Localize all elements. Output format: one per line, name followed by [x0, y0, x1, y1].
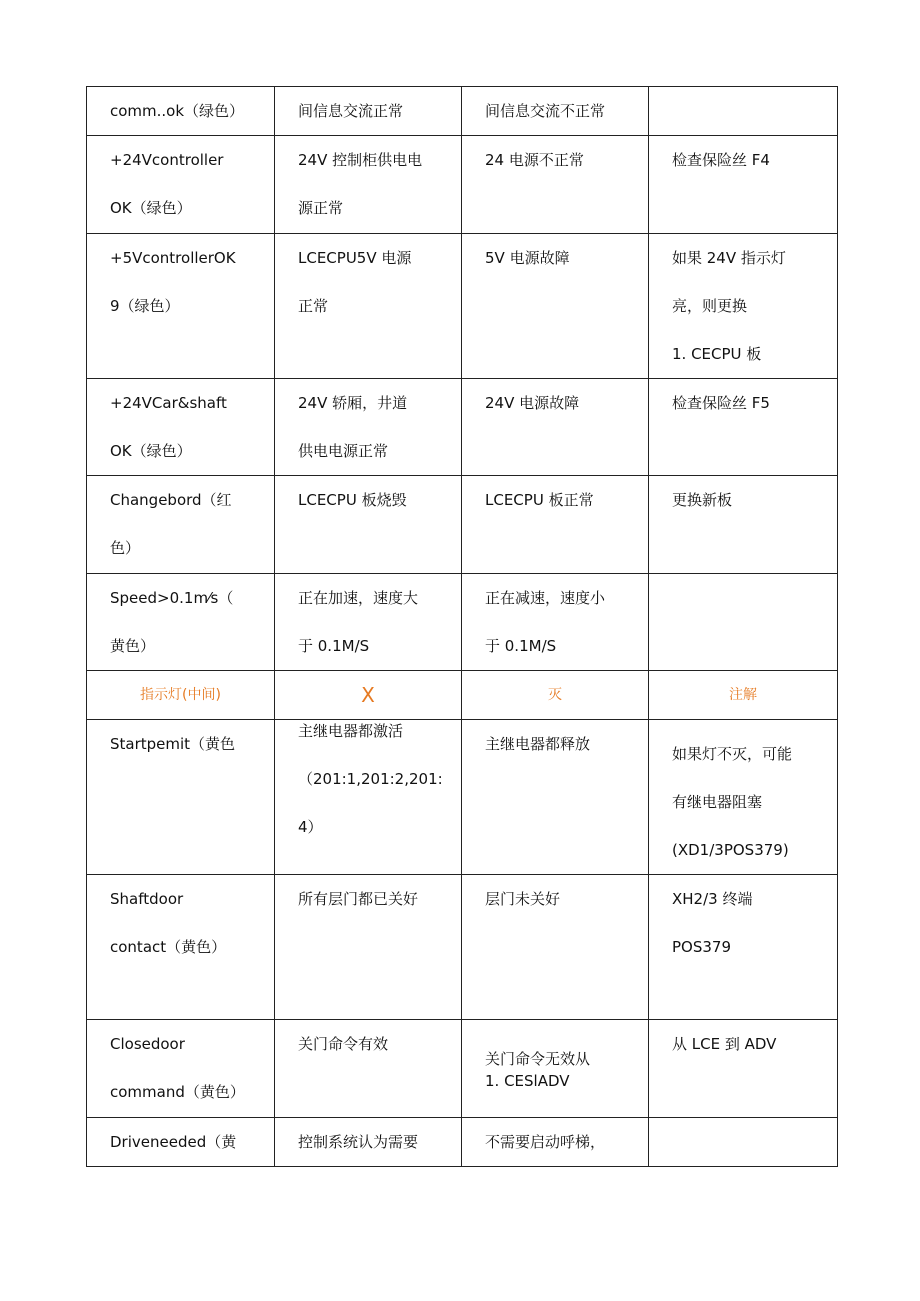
header-indicator: 指示灯(中间)	[87, 671, 275, 720]
note-cell: 从 LCE 到 ADV	[649, 1020, 838, 1118]
note-cell	[649, 1118, 838, 1167]
off-state-cell: LCECPU 板正常	[462, 476, 649, 574]
note-cell: XH2/3 终端 POS379	[649, 875, 838, 1020]
off-state-cell: 5V 电源故障	[462, 234, 649, 379]
off-state-cell: 层门未关好	[462, 875, 649, 1020]
table-row	[87, 720, 838, 875]
off-state-cell: 24 电源不正常	[462, 136, 649, 234]
on-state-cell: 24V 控制柜供电电 源正常	[275, 136, 462, 234]
on-state-cell: 控制系统认为需要	[275, 1118, 462, 1167]
on-state-cell: 正在加速，速度大 于 0.1M/S	[275, 574, 462, 671]
indicator-name-cell: Shaftdoor contact（黄色）	[87, 875, 275, 1020]
indicator-name-cell: +24VCar&shaft OK（绿色）	[87, 379, 275, 476]
table-row	[87, 136, 838, 234]
note-cell: 如果 24V 指示灯 亮，则更换 1. CECPU 板	[649, 234, 838, 379]
table-row	[87, 379, 838, 476]
off-state-cell: 主继电器都释放	[462, 720, 649, 875]
table-row	[87, 87, 838, 136]
note-cell: 如果灯不灭，可能 有继电器阻塞 (XD1/3POS379)	[649, 720, 838, 875]
table-row	[87, 476, 838, 574]
note-cell	[649, 87, 838, 136]
table-row	[87, 875, 838, 1020]
off-state-cell: 关门命令无效从 1. CESlADV	[462, 1020, 649, 1118]
note-cell: 更换新板	[649, 476, 838, 574]
table-row	[87, 234, 838, 379]
indicator-name-cell: +5VcontrollerOK 9（绿色）	[87, 234, 275, 379]
indicator-name-cell: Closedoor command（黄色）	[87, 1020, 275, 1118]
note-cell	[649, 574, 838, 671]
on-state-cell: 所有层门都已关好	[275, 875, 462, 1020]
on-state-cell: 主继电器都激活 （201:1,201:2,201: 4）	[275, 720, 462, 875]
note-cell: 检查保险丝 F4	[649, 136, 838, 234]
off-state-cell: 24V 电源故障	[462, 379, 649, 476]
header-note: 注解	[649, 671, 838, 720]
indicator-name-cell: Changebord（红 色）	[87, 476, 275, 574]
on-state-cell: 24V 轿厢，井道 供电电源正常	[275, 379, 462, 476]
indicator-table	[86, 86, 838, 1167]
off-state-cell: 间信息交流不正常	[462, 87, 649, 136]
note-cell: 检查保险丝 F5	[649, 379, 838, 476]
table-section-header	[87, 671, 838, 720]
table-row	[87, 1118, 838, 1167]
table-row	[87, 1020, 838, 1118]
indicator-name-cell: Startpemit（黄色	[87, 720, 275, 875]
header-off-state: 灭	[462, 671, 649, 720]
table-row	[87, 574, 838, 671]
header-on-state: X	[275, 671, 462, 720]
indicator-name-cell: +24Vcontroller OK（绿色）	[87, 136, 275, 234]
off-state-cell: 正在减速，速度小 于 0.1M/S	[462, 574, 649, 671]
indicator-name-cell: Driveneeded（黄	[87, 1118, 275, 1167]
on-state-cell: 间信息交流正常	[275, 87, 462, 136]
indicator-name-cell: Speed>0.1m⁄s（ 黄色）	[87, 574, 275, 671]
off-state-cell: 不需要启动呼梯，	[462, 1118, 649, 1167]
indicator-name-cell: comm..ok（绿色）	[87, 87, 275, 136]
on-state-cell: 关门命令有效	[275, 1020, 462, 1118]
on-state-cell: LCECPU 板烧毁	[275, 476, 462, 574]
on-state-cell: LCECPU5V 电源 正常	[275, 234, 462, 379]
